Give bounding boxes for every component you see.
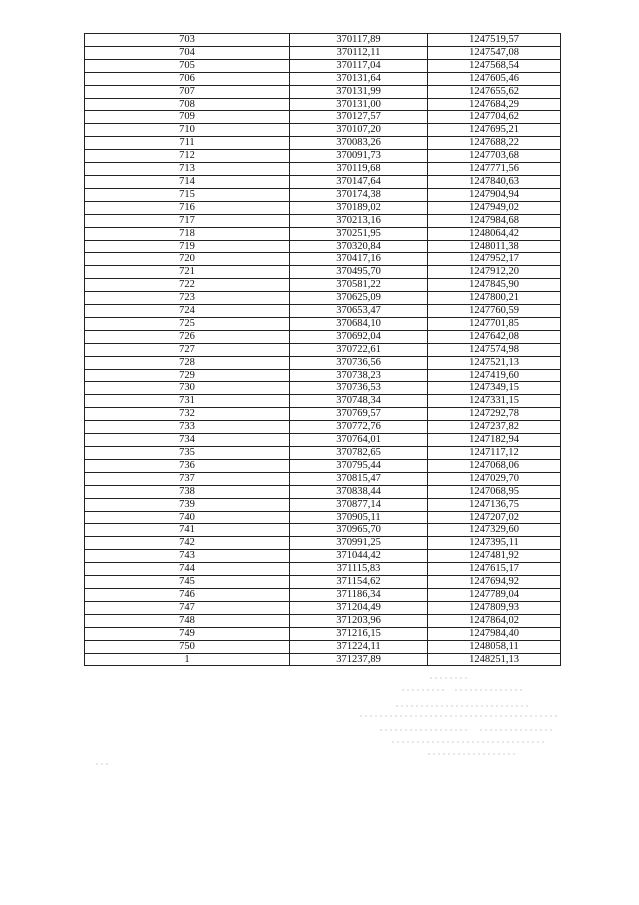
y-coordinate-cell: 1248251,13 [428,653,561,666]
y-coordinate-cell: 1247329,60 [428,524,561,537]
x-coordinate-cell: 371115,83 [290,563,428,576]
y-coordinate-cell: 1247237,82 [428,421,561,434]
y-coordinate-cell: 1247701,85 [428,317,561,330]
point-number-cell: 748 [85,614,290,627]
y-coordinate-cell: 1247912,20 [428,266,561,279]
x-coordinate-cell: 371154,62 [290,576,428,589]
x-coordinate-cell: 370251,95 [290,227,428,240]
x-coordinate-cell: 370653,47 [290,305,428,318]
y-coordinate-cell: 1247845,90 [428,279,561,292]
y-coordinate-cell: 1247029,70 [428,472,561,485]
y-coordinate-cell: 1247688,22 [428,137,561,150]
point-number-cell: 717 [85,214,290,227]
y-coordinate-cell: 1247704,62 [428,111,561,124]
point-number-cell: 715 [85,188,290,201]
y-coordinate-cell: 1247136,75 [428,498,561,511]
point-number-cell: 706 [85,72,290,85]
x-coordinate-cell: 371203,96 [290,614,428,627]
point-number-cell: 705 [85,59,290,72]
point-number-cell: 732 [85,408,290,421]
point-number-cell: 720 [85,253,290,266]
x-coordinate-cell: 370772,76 [290,421,428,434]
point-number-cell: 742 [85,537,290,550]
y-coordinate-cell: 1247949,02 [428,201,561,214]
y-coordinate-cell: 1247519,57 [428,34,561,47]
point-number-cell: 703 [85,34,290,47]
x-coordinate-cell: 370119,68 [290,163,428,176]
point-number-cell: 730 [85,382,290,395]
x-coordinate-cell: 370174,38 [290,188,428,201]
x-coordinate-cell: 370736,53 [290,382,428,395]
point-number-cell: 741 [85,524,290,537]
point-number-cell: 750 [85,640,290,653]
point-number-cell: 721 [85,266,290,279]
x-coordinate-cell: 370189,02 [290,201,428,214]
x-coordinate-cell: 371216,15 [290,627,428,640]
x-coordinate-cell: 370147,64 [290,175,428,188]
point-number-cell: 710 [85,124,290,137]
point-number-cell: 745 [85,576,290,589]
x-coordinate-cell: 371044,42 [290,550,428,563]
point-number-cell: 739 [85,498,290,511]
point-number-cell: 711 [85,137,290,150]
y-coordinate-cell: 1247760,59 [428,305,561,318]
y-coordinate-cell: 1247574,98 [428,343,561,356]
x-coordinate-cell: 371204,49 [290,601,428,614]
point-number-cell: 734 [85,434,290,447]
x-coordinate-cell: 370112,11 [290,46,428,59]
x-coordinate-cell: 370417,16 [290,253,428,266]
point-number-cell: 733 [85,421,290,434]
point-number-cell: 724 [85,305,290,318]
y-coordinate-cell: 1247809,93 [428,601,561,614]
point-number-cell: 738 [85,485,290,498]
point-number-cell: 747 [85,601,290,614]
point-number-cell: 725 [85,317,290,330]
y-coordinate-cell: 1247068,95 [428,485,561,498]
x-coordinate-cell: 370083,26 [290,137,428,150]
point-number-cell: 1 [85,653,290,666]
point-number-cell: 726 [85,330,290,343]
y-coordinate-cell: 1247952,17 [428,253,561,266]
x-coordinate-cell: 370091,73 [290,150,428,163]
x-coordinate-cell: 370107,20 [290,124,428,137]
point-number-cell: 740 [85,511,290,524]
y-coordinate-cell: 1247840,63 [428,175,561,188]
y-coordinate-cell: 1247694,92 [428,576,561,589]
y-coordinate-cell: 1247864,02 [428,614,561,627]
x-coordinate-cell: 371224,11 [290,640,428,653]
x-coordinate-cell: 370782,65 [290,447,428,460]
y-coordinate-cell: 1247521,13 [428,356,561,369]
y-coordinate-cell: 1247605,46 [428,72,561,85]
y-coordinate-cell: 1247695,21 [428,124,561,137]
point-number-cell: 744 [85,563,290,576]
x-coordinate-cell: 370965,70 [290,524,428,537]
y-coordinate-cell: 1247349,15 [428,382,561,395]
x-coordinate-cell: 370131,00 [290,98,428,111]
x-coordinate-cell: 370795,44 [290,459,428,472]
x-coordinate-cell: 371237,89 [290,653,428,666]
y-coordinate-cell: 1247068,06 [428,459,561,472]
point-number-cell: 736 [85,459,290,472]
point-number-cell: 743 [85,550,290,563]
x-coordinate-cell: 370117,04 [290,59,428,72]
y-coordinate-cell: 1247547,08 [428,46,561,59]
x-coordinate-cell: 370838,44 [290,485,428,498]
y-coordinate-cell: 1247207,02 [428,511,561,524]
y-coordinate-cell: 1247395,11 [428,537,561,550]
x-coordinate-cell: 370684,10 [290,317,428,330]
x-coordinate-cell: 371186,34 [290,588,428,601]
point-number-cell: 719 [85,240,290,253]
x-coordinate-cell: 370127,57 [290,111,428,124]
x-coordinate-cell: 370495,70 [290,266,428,279]
y-coordinate-cell: 1247789,04 [428,588,561,601]
y-coordinate-cell: 1248064,42 [428,227,561,240]
point-number-cell: 727 [85,343,290,356]
point-number-cell: 746 [85,588,290,601]
x-coordinate-cell: 370905,11 [290,511,428,524]
x-coordinate-cell: 370764,01 [290,434,428,447]
point-number-cell: 708 [85,98,290,111]
y-coordinate-cell: 1247642,08 [428,330,561,343]
y-coordinate-cell: 1248058,11 [428,640,561,653]
point-number-cell: 712 [85,150,290,163]
point-number-cell: 737 [85,472,290,485]
y-coordinate-cell: 1247182,94 [428,434,561,447]
point-number-cell: 731 [85,395,290,408]
y-coordinate-cell: 1247904,94 [428,188,561,201]
x-coordinate-cell: 370738,23 [290,369,428,382]
y-coordinate-cell: 1247984,40 [428,627,561,640]
point-number-cell: 749 [85,627,290,640]
y-coordinate-cell: 1247800,21 [428,292,561,305]
x-coordinate-cell: 370877,14 [290,498,428,511]
point-number-cell: 729 [85,369,290,382]
point-number-cell: 707 [85,85,290,98]
y-coordinate-cell: 1247655,62 [428,85,561,98]
y-coordinate-cell: 1247568,54 [428,59,561,72]
y-coordinate-cell: 1247684,29 [428,98,561,111]
x-coordinate-cell: 370769,57 [290,408,428,421]
x-coordinate-cell: 370736,56 [290,356,428,369]
y-coordinate-cell: 1247615,17 [428,563,561,576]
point-number-cell: 714 [85,175,290,188]
x-coordinate-cell: 370320,84 [290,240,428,253]
x-coordinate-cell: 370131,99 [290,85,428,98]
point-number-cell: 722 [85,279,290,292]
point-number-cell: 718 [85,227,290,240]
point-number-cell: 723 [85,292,290,305]
x-coordinate-cell: 370625,09 [290,292,428,305]
y-coordinate-cell: 1247703,68 [428,150,561,163]
y-coordinate-cell: 1247481,92 [428,550,561,563]
point-number-cell: 728 [85,356,290,369]
x-coordinate-cell: 370722,61 [290,343,428,356]
y-coordinate-cell: 1247292,78 [428,408,561,421]
x-coordinate-cell: 370213,16 [290,214,428,227]
x-coordinate-cell: 370131,64 [290,72,428,85]
x-coordinate-cell: 370991,25 [290,537,428,550]
y-coordinate-cell: 1248011,38 [428,240,561,253]
point-number-cell: 704 [85,46,290,59]
point-number-cell: 735 [85,447,290,460]
x-coordinate-cell: 370692,04 [290,330,428,343]
y-coordinate-cell: 1247117,12 [428,447,561,460]
point-number-cell: 709 [85,111,290,124]
y-coordinate-cell: 1247984,68 [428,214,561,227]
x-coordinate-cell: 370748,34 [290,395,428,408]
x-coordinate-cell: 370815,47 [290,472,428,485]
y-coordinate-cell: 1247331,15 [428,395,561,408]
point-number-cell: 716 [85,201,290,214]
y-coordinate-cell: 1247771,56 [428,163,561,176]
point-number-cell: 713 [85,163,290,176]
x-coordinate-cell: 370581,22 [290,279,428,292]
x-coordinate-cell: 370117,89 [290,34,428,47]
y-coordinate-cell: 1247419,60 [428,369,561,382]
